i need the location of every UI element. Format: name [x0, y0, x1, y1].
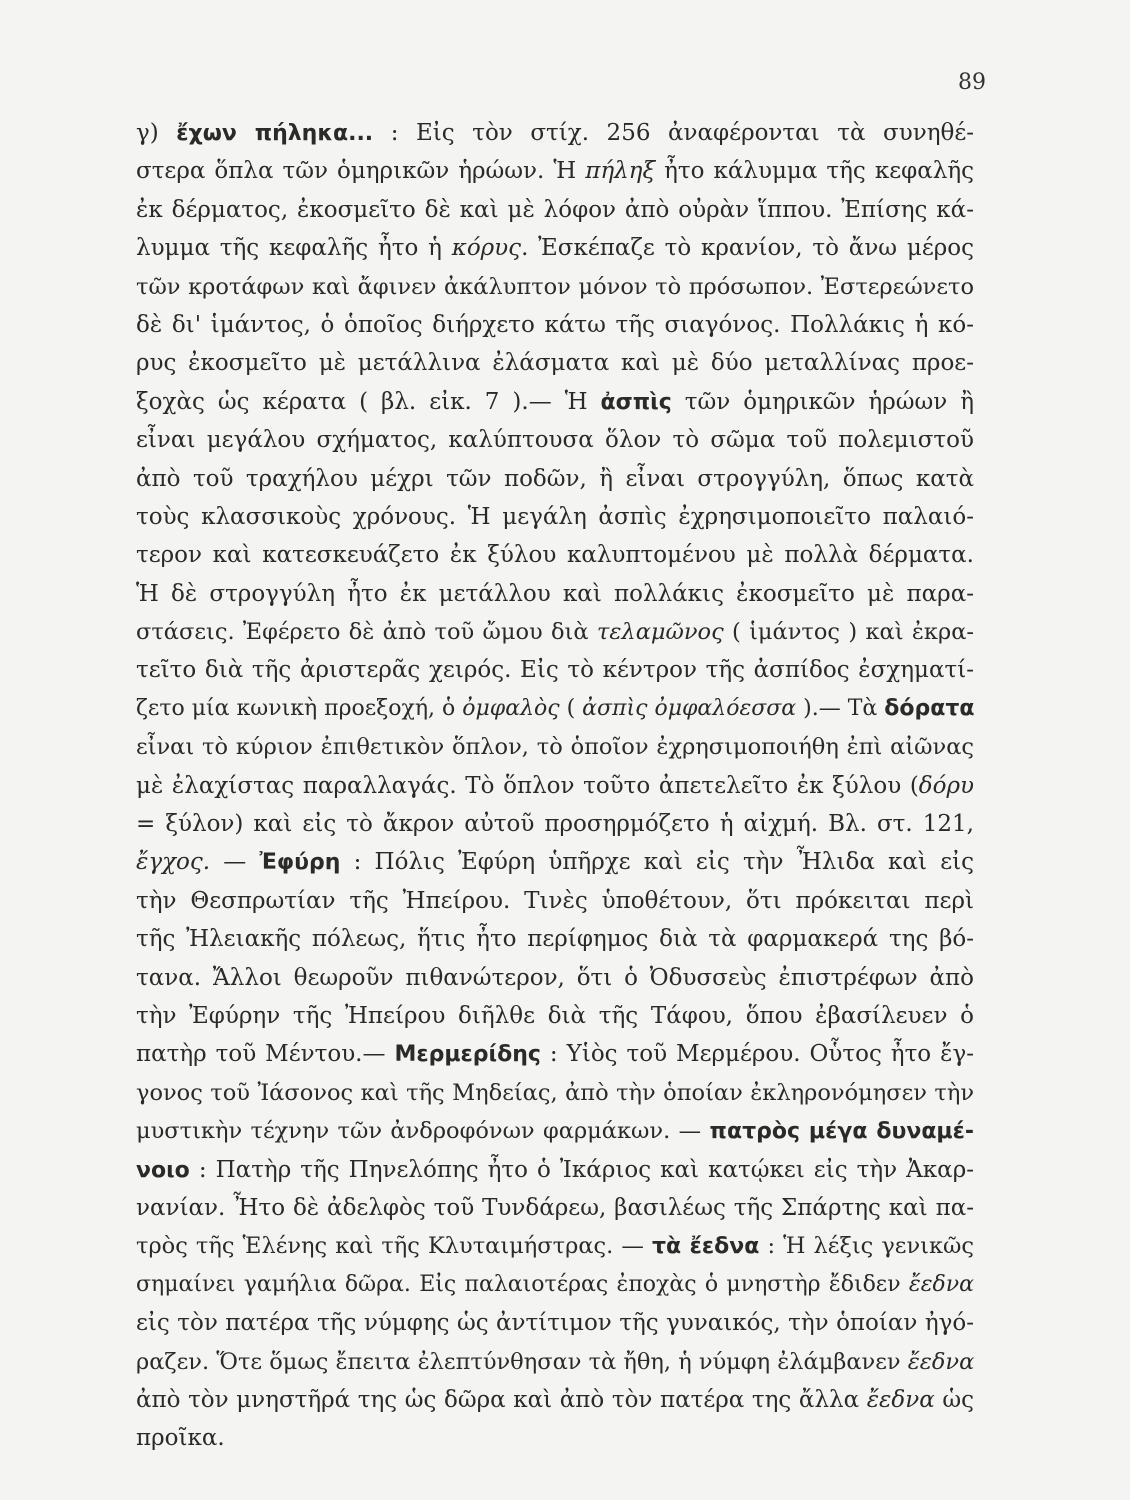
text-line	[136, 843, 974, 881]
text-segment: τὴν Θεσπρωτίαν τῆς Ἠπείρου. Τινὲς ὑποθέτουν, ὅτι πρόκειται περὶ	[136, 887, 974, 914]
bold-term: Ἐφύρη	[259, 850, 341, 876]
text-line	[136, 460, 974, 498]
text-line	[136, 690, 974, 728]
text-segment: ἦτο κάλυμμα τῆς κεφαλῆς	[655, 158, 974, 185]
italic-term: τελαμῶνος	[596, 619, 724, 646]
text-line	[136, 1227, 974, 1265]
text-line	[136, 536, 974, 574]
text-segment: τεῖτο διὰ τῆς ἀριστερᾶς χειρός. Εἰς τὸ κέντρον τῆς ἀσπίδος ἐσχηματί-	[136, 657, 974, 684]
italic-term: κόρυς	[451, 235, 522, 262]
bold-term: πατρὸς μέγα δυναμέ-	[709, 1119, 974, 1145]
text-segment: ραζεν. Ὅτε ὅμως ἔπειτα ἐλεπτύνθησαν τὰ ἤθη, ἡ νύμφη ἐλάμβανεν	[136, 1348, 908, 1375]
text-line	[136, 882, 974, 920]
bold-term: ἔχων πήληκα...	[176, 121, 374, 146]
text-line	[136, 1189, 974, 1227]
text-segment: (	[559, 695, 583, 721]
text-segment: σημαίνει γαμήλια δῶρα. Εἰς παλαιοτέρας ἐποχὰς ὁ μνηστὴρ ἔδιδεν	[136, 1271, 909, 1297]
text-segment: μὲ ἐλαχίστας παραλλαγάς. Τὸ ὅπλον τοῦτο ἀπετελεῖτο ἐκ ξύλου (	[136, 772, 919, 799]
text-line	[136, 805, 974, 843]
italic-term: πήληξ	[585, 158, 656, 185]
text-segment: τερον καὶ κατεσκευάζετο ἐκ ξύλου καλυπτομένου μὲ πολλὰ δέρματα.	[136, 542, 974, 569]
text-line	[136, 575, 974, 613]
italic-term: ἔεδνα	[907, 1348, 975, 1375]
text-segment: τῆς Ἠλειακῆς πόλεως, ἥτις ἦτο περίφημος διὰ τὰ φαρμακερά της βό-	[136, 926, 974, 953]
bold-term: Μερμερίδης	[394, 1042, 541, 1068]
text-line	[136, 1112, 974, 1150]
text-line	[136, 421, 974, 459]
text-segment: νανίαν. Ἦτο δὲ ἀδελφὸς τοῦ Τυνδάρεω, βασιλέως τῆς Σπάρτης καὶ πα-	[136, 1194, 974, 1221]
text-segment: τῶν ὁμηρικῶν ἡρώων ἢ	[671, 388, 974, 415]
text-segment: ὡς	[934, 1386, 974, 1413]
text-line	[136, 383, 974, 421]
text-segment: ρυς ἐκοσμεῖτο μὲ μετάλλινα ἐλάσματα καὶ μὲ δύο μεταλλίνας προε-	[136, 350, 974, 377]
text-line	[136, 1074, 974, 1112]
text-segment: Ἡ δὲ στρογγύλη ἦτο ἐκ μετάλλου καὶ πολλάκις ἐκοσμεῖτο μὲ παρα-	[136, 580, 974, 607]
text-segment: τρὸς τῆς Ἑλένης καὶ τῆς Κλυταιμήστρας. —	[136, 1233, 652, 1260]
text-segment: : Υἱὸς τοῦ Μερμέρου. Οὗτος ἦτο ἔγ-	[540, 1041, 974, 1068]
text-line	[136, 191, 974, 229]
text-line	[136, 152, 974, 190]
text-line	[136, 651, 974, 689]
text-line	[136, 1304, 974, 1342]
bold-term: ἀσπὶς	[600, 389, 672, 415]
bold-term: τὰ ἔεδνα	[651, 1234, 760, 1260]
text-segment: τῶν κροτάφων καὶ ἄφινεν ἀκάλυπτον μόνον τὸ πρόσωπον. Ἐστερεώνετο	[136, 273, 974, 300]
text-segment: μυστικὴν τέχνην τῶν ἀνδροφόνων φαρμάκων. —	[136, 1118, 710, 1145]
bold-term: νοιο	[136, 1157, 190, 1183]
text-segment: ζετο μία κωνικὴ προεξοχή, ὁ	[136, 695, 463, 721]
text-segment: ἐκ δέρματος, ἐκοσμεῖτο δὲ καὶ μὲ λόφον ἀπὸ οὐρὰν ἵππου. Ἐπίσης κά-	[136, 196, 974, 223]
text-segment: ( ἱμάντος ) καὶ ἐκρα-	[723, 619, 975, 646]
text-line	[136, 114, 974, 152]
text-line	[136, 1151, 974, 1189]
text-segment: στερα ὅπλα τῶν ὁμηρικῶν ἡρώων. Ἡ	[136, 158, 586, 185]
text-line	[136, 1419, 974, 1457]
text-segment: : Εἰς τὸν στίχ. 256 ἀναφέρονται τὰ συνηθέ-	[373, 120, 975, 146]
text-segment: τανα. Ἄλλοι θεωροῦν πιθανώτερον, ὅτι ὁ Ὀδυσσεὺς ἐπιστρέφων ἀπὸ	[136, 964, 974, 991]
italic-term: ἔεδνα	[866, 1386, 935, 1413]
text-line	[136, 344, 974, 382]
text-segment: γονος τοῦ Ἰάσονος καὶ τῆς Μηδείας, ἀπὸ τὴν ὁποίαν ἐκληρονόμησεν τὴν	[136, 1079, 974, 1106]
bold-term: δόρατα	[884, 695, 975, 721]
text-line	[136, 920, 974, 958]
text-line	[136, 229, 974, 267]
text-segment: = ξύλον) καὶ εἰς τὸ ἄκρον αὐτοῦ προσηρμόζετο ἡ αἰχμή. Βλ. στ. 121,	[136, 811, 974, 838]
text-segment: εἶναι τὸ κύριον ἐπιθετικὸν ὅπλον, τὸ ὁποῖον ἐχρησιμοποιήθη ἐπὶ αἰῶνας	[136, 734, 974, 761]
text-segment: δὲ δι' ἱμάντος, ὁ ὁποῖος διήρχετο κάτω τῆς σιαγόνος. Πολλάκις ἡ κό-	[136, 311, 974, 338]
text-line	[136, 728, 974, 766]
body-text	[136, 114, 974, 1458]
italic-term: ἔεδνα	[908, 1271, 974, 1297]
italic-term: ἀσπὶς ὀμφαλόεσσα	[582, 695, 797, 721]
text-segment: ἀπὸ τοῦ τραχήλου μέχρι τῶν ποδῶν, ἢ εἶναι στρογγύλη, ὅπως κατὰ	[136, 465, 974, 492]
text-segment: γ)	[136, 120, 177, 146]
italic-term: ἔγχος. —	[136, 849, 260, 876]
text-segment: : Ἡ λέξις γενικῶς	[759, 1233, 974, 1260]
text-segment: ).— Τὰ	[796, 695, 885, 721]
text-segment: : Πόλις Ἐφύρη ὑπῆρχε καὶ εἰς τὴν Ἦλιδα καὶ εἰς	[340, 849, 975, 876]
text-segment: . Ἐσκέπαζε τὸ κρανίον, τὸ ἄνω μέρος	[521, 235, 974, 262]
text-segment: πατὴρ τοῦ Μέντου.—	[136, 1041, 395, 1068]
text-line	[136, 767, 974, 805]
text-line	[136, 997, 974, 1035]
text-segment: ἀπὸ τὸν μνηστῆρά της ὡς δῶρα καὶ ἀπὸ τὸν πατέρα της ἄλλα	[136, 1386, 867, 1413]
text-line	[136, 306, 974, 344]
italic-term: δόρυ	[918, 772, 974, 799]
text-segment: ξοχὰς ὡς κέρατα ( βλ. εἰκ. 7 ).— Ἡ	[136, 388, 601, 415]
text-segment: τοὺς κλασσικοὺς χρόνους. Ἡ μεγάλη ἀσπὶς ἐχρησιμοποιεῖτο παλαιό-	[136, 503, 974, 530]
italic-term: ὀμφαλὸς	[462, 695, 560, 721]
text-segment: : Πατὴρ τῆς Πηνελόπης ἦτο ὁ Ἰκάριος καὶ κατῴκει εἰς τὴν Ἀκαρ-	[189, 1156, 974, 1183]
text-segment: τὴν Ἐφύρην τῆς Ἠπείρου διῆλθε διὰ τῆς Τάφου, ὅπου ἐβασίλευεν ὁ	[136, 1002, 974, 1029]
text-line	[136, 498, 974, 536]
text-line	[136, 1381, 974, 1419]
text-line	[136, 1035, 974, 1073]
text-line	[136, 268, 974, 306]
text-segment: στάσεις. Ἐφέρετο δὲ ἀπὸ τοῦ ὤμου διὰ	[136, 619, 597, 646]
text-line	[136, 1343, 974, 1381]
text-segment: εἰς τὸν πατέρα τῆς νύμφης ὡς ἀντίτιμον τῆς γυναικός, τὴν ὁποίαν ἠγό-	[136, 1310, 974, 1337]
text-line	[136, 959, 974, 997]
text-line	[136, 1266, 974, 1304]
text-segment: προῖκα.	[136, 1425, 225, 1452]
text-segment: λυμμα τῆς κεφαλῆς ἦτο ἡ	[136, 235, 452, 262]
page-number: 89	[958, 70, 986, 95]
text-segment: εἶναι μεγάλου σχήματος, καλύπτουσα ὅλον τὸ σῶμα τοῦ πολεμιστοῦ	[136, 427, 974, 454]
text-line	[136, 613, 974, 651]
